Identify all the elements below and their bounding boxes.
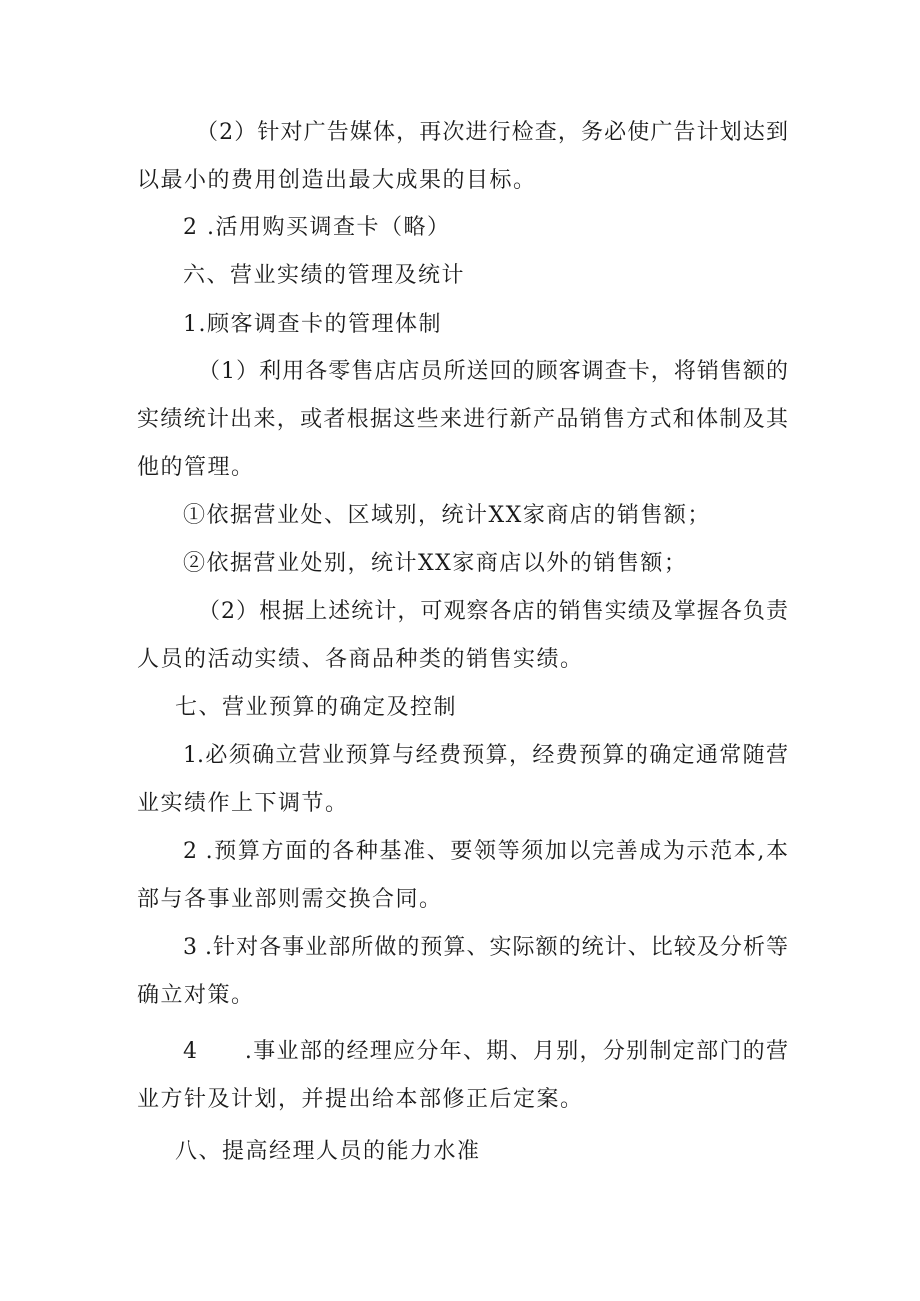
paragraph-line: 业实绩作上下调节。 bbox=[137, 791, 349, 816]
paragraph-line: 部与各事业部则需交换合同。 bbox=[137, 887, 443, 912]
section-heading: 七、营业预算的确定及控制 bbox=[175, 695, 458, 720]
paragraph-line: 3 .针对各事业部所做的预算、实际额的统计、比较及分析等 bbox=[183, 935, 788, 960]
paragraph-line: 以最小的费用创造出最大成果的目标。 bbox=[137, 168, 537, 193]
paragraph-line: 1.必须确立营业预算与经费预算，经费预算的确定通常随营 bbox=[183, 743, 788, 768]
paragraph-line: 4 .事业部的经理应分年、期、月别，分别制定部门的营 bbox=[183, 1039, 788, 1064]
paragraph-line: 实绩统计出来，或者根据这些来进行新产品销售方式和体制及其 bbox=[137, 407, 788, 432]
paragraph-line: （2）针对广告媒体，再次进行检查，务必使广告计划达到 bbox=[196, 120, 788, 145]
paragraph-line: 确立对策。 bbox=[137, 983, 255, 1008]
section-heading: 八、提高经理人员的能力水准 bbox=[175, 1139, 481, 1164]
paragraph-line: 业方针及计划，并提出给本部修正后定案。 bbox=[137, 1087, 584, 1112]
paragraph-line: 人员的活动实绩、各商品种类的销售实绩。 bbox=[137, 647, 584, 672]
paragraph-line: （2）根据上述统计，可观察各店的销售实绩及掌握各负责 bbox=[198, 599, 788, 624]
section-heading: 六、营业实绩的管理及统计 bbox=[183, 263, 466, 288]
list-item-heading: 2 .活用购买调查卡（略） bbox=[183, 215, 451, 240]
list-item: ①依据营业处、区域别，统计XX家商店的销售额； bbox=[183, 503, 711, 528]
subsection-heading: 1.顾客调查卡的管理体制 bbox=[183, 312, 442, 337]
list-item: ②依据营业处别，统计XX家商店以外的销售额； bbox=[183, 551, 688, 576]
paragraph-line: （1）利用各零售店店员所送回的顾客调查卡，将销售额的 bbox=[198, 359, 788, 384]
paragraph-line: 2 .预算方面的各种基准、要领等须加以完善成为示范本,本 bbox=[183, 839, 788, 864]
paragraph-line: 他的管理。 bbox=[137, 455, 255, 480]
